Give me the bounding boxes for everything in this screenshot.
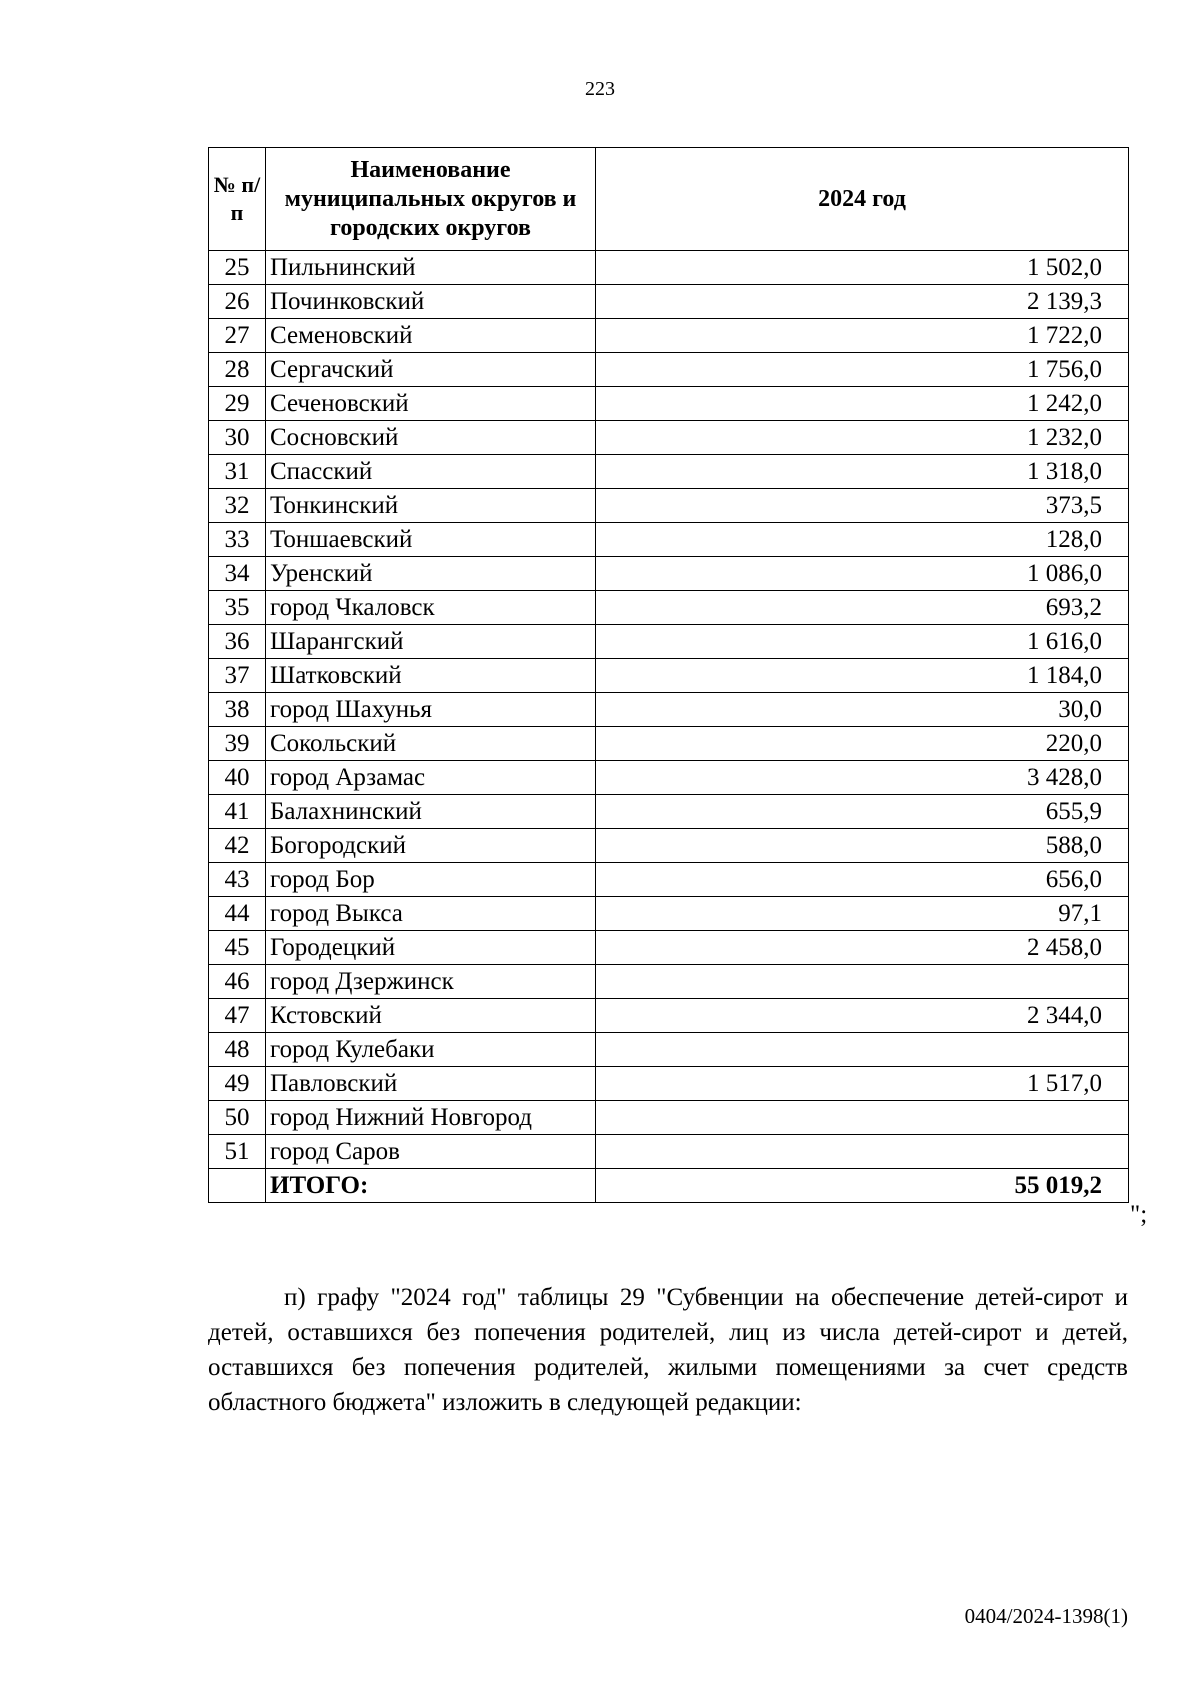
amount-value: 693,2 [596,591,1129,625]
amount-value: 1 502,0 [596,251,1129,285]
district-name: город Бор [266,863,596,897]
table-row [209,1067,1129,1101]
amount-value: 1 616,0 [596,625,1129,659]
district-name: Богородский [266,829,596,863]
amount-value: 1 722,0 [596,319,1129,353]
table-row [209,1101,1129,1135]
district-name: город Нижний Новгород [266,1101,596,1135]
amount-value: 1 318,0 [596,455,1129,489]
amount-value: 3 428,0 [596,761,1129,795]
table-row [209,353,1129,387]
row-number: 40 [209,761,266,795]
total-label: ИТОГО: [266,1169,596,1203]
amount-value: 1 242,0 [596,387,1129,421]
amount-value: 655,9 [596,795,1129,829]
amount-value: 656,0 [596,863,1129,897]
row-number: 37 [209,659,266,693]
district-name: город Выкса [266,897,596,931]
table-row [209,829,1129,863]
district-name: город Чкаловск [266,591,596,625]
header-name: Наименование муниципальных округов и городских округов [266,148,596,251]
district-name: Спасский [266,455,596,489]
amount-value: 1 517,0 [596,1067,1129,1101]
amount-value: 2 458,0 [596,931,1129,965]
amount-value: 97,1 [596,897,1129,931]
row-number: 48 [209,1033,266,1067]
table-row [209,931,1129,965]
amount-value: 373,5 [596,489,1129,523]
amount-value [596,965,1129,999]
table-row [209,897,1129,931]
row-number: 30 [209,421,266,455]
table-row [209,285,1129,319]
subvention-table [208,147,1129,1203]
table-row [209,625,1129,659]
district-name: город Шахунья [266,693,596,727]
table-row [209,455,1129,489]
amount-value: 1 184,0 [596,659,1129,693]
row-number: 31 [209,455,266,489]
amount-value: 128,0 [596,523,1129,557]
row-number: 38 [209,693,266,727]
district-name: Сеченовский [266,387,596,421]
table-row [209,1033,1129,1067]
district-name: Павловский [266,1067,596,1101]
district-name: Уренский [266,557,596,591]
table-row [209,251,1129,285]
district-name: город Арзамас [266,761,596,795]
district-name: город Дзержинск [266,965,596,999]
table-row [209,727,1129,761]
table-header-row [209,148,1129,251]
amount-value: 2 139,3 [596,285,1129,319]
district-name: город Кулебаки [266,1033,596,1067]
district-name: Тоншаевский [266,523,596,557]
row-number: 45 [209,931,266,965]
page-number: 223 [585,78,615,100]
district-name: Пильнинский [266,251,596,285]
table-body [209,251,1129,1203]
table-container [208,147,1128,1203]
district-name: Шарангский [266,625,596,659]
row-number: 47 [209,999,266,1033]
total-number [209,1169,266,1203]
table-row [209,523,1129,557]
amendment-paragraph: п) графу "2024 год" таблицы 29 "Субвенции на обеспечение детей-сирот и детей, оставшихся без попечения родителей, лиц из числа детей-сирот и детей, оставшихся без попечения родителей, жилыми помещениями за счет средств областного бюджета" изложить в следующей редакции: [208,1284,1128,1416]
district-name: Починковский [266,285,596,319]
row-number: 36 [209,625,266,659]
amount-value: 1 086,0 [596,557,1129,591]
row-number: 25 [209,251,266,285]
table-row [209,489,1129,523]
row-number: 44 [209,897,266,931]
total-value: 55 019,2 [596,1169,1129,1203]
district-name: Тонкинский [266,489,596,523]
district-name: Городецкий [266,931,596,965]
amount-value: 2 344,0 [596,999,1129,1033]
amount-value [596,1101,1129,1135]
row-number: 42 [209,829,266,863]
row-number: 51 [209,1135,266,1169]
row-number: 27 [209,319,266,353]
table-row [209,761,1129,795]
table-row [209,795,1129,829]
table-row [209,319,1129,353]
table-row [209,557,1129,591]
row-number: 32 [209,489,266,523]
table-row [209,863,1129,897]
row-number: 41 [209,795,266,829]
district-name: город Саров [266,1135,596,1169]
header-year: 2024 год [596,148,1129,251]
row-number: 35 [209,591,266,625]
amount-value: 30,0 [596,693,1129,727]
row-number: 49 [209,1067,266,1101]
district-name: Балахнинский [266,795,596,829]
district-name: Сосновский [266,421,596,455]
row-number: 26 [209,285,266,319]
closing-quote-mark: "; [1130,1201,1148,1228]
district-name: Шатковский [266,659,596,693]
row-number: 29 [209,387,266,421]
table-row [209,591,1129,625]
table-row [209,693,1129,727]
table-row [209,387,1129,421]
row-number: 28 [209,353,266,387]
district-name: Семеновский [266,319,596,353]
row-number: 50 [209,1101,266,1135]
table-row [209,421,1129,455]
district-name: Сокольский [266,727,596,761]
amount-value: 1 756,0 [596,353,1129,387]
row-number: 34 [209,557,266,591]
amount-value: 588,0 [596,829,1129,863]
row-number: 46 [209,965,266,999]
row-number: 33 [209,523,266,557]
amount-value: 220,0 [596,727,1129,761]
table-row [209,1135,1129,1169]
amount-value [596,1033,1129,1067]
header-number: № п/п [209,148,266,251]
district-name: Сергачский [266,353,596,387]
amount-value: 1 232,0 [596,421,1129,455]
district-name: Кстовский [266,999,596,1033]
document-code: 0404/2024-1398(1) [964,1604,1128,1628]
table-row [209,965,1129,999]
amount-value [596,1135,1129,1169]
row-number: 43 [209,863,266,897]
table-row [209,999,1129,1033]
total-row [209,1169,1129,1203]
row-number: 39 [209,727,266,761]
table-row [209,659,1129,693]
